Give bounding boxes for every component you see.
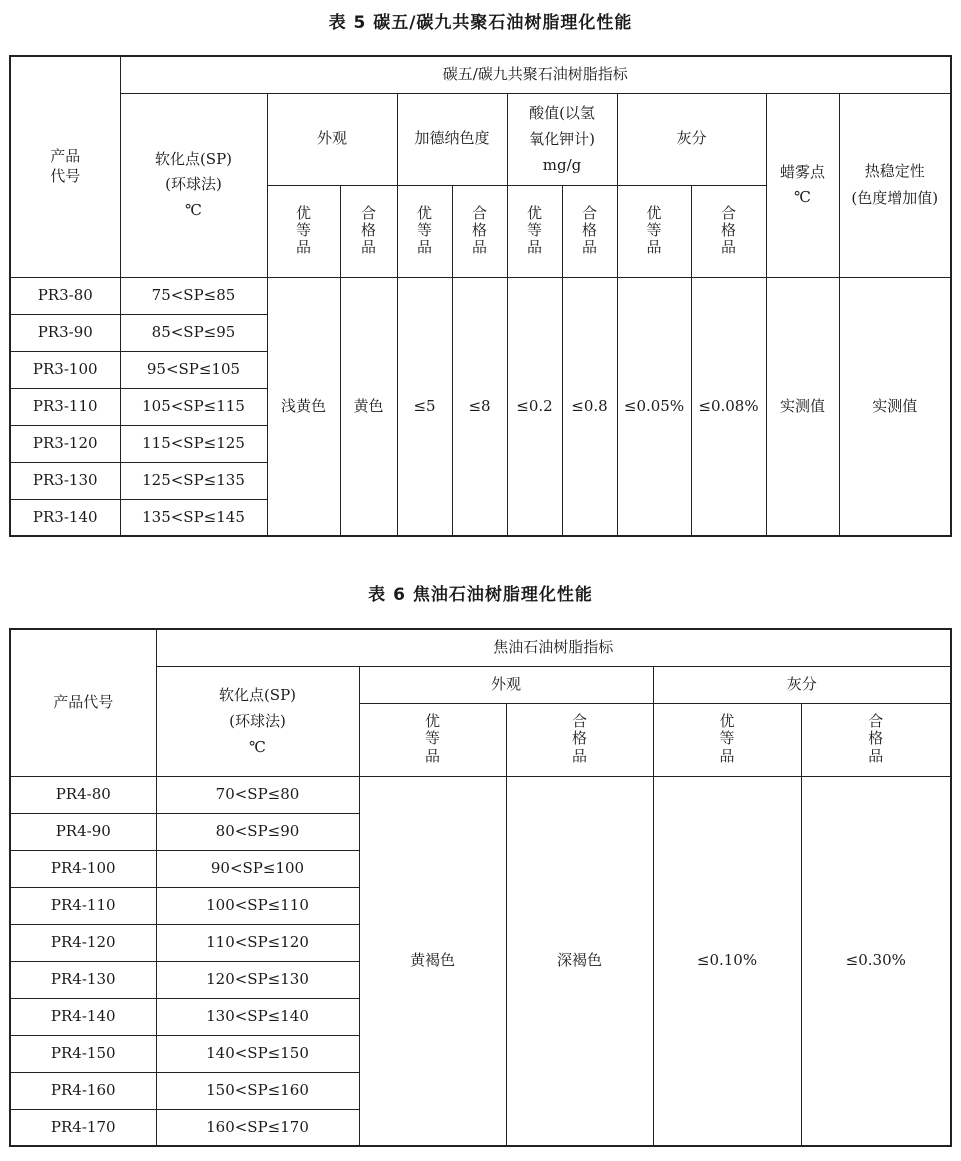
product-code-cell: PR4-140 bbox=[10, 998, 156, 1035]
softening-point-cell: 105<SP≤115 bbox=[120, 388, 267, 425]
softening-point-cell: 125<SP≤135 bbox=[120, 462, 267, 499]
product-code-cell: PR4-100 bbox=[10, 850, 156, 887]
header-superior: 优 等 品 bbox=[653, 703, 801, 776]
header-qualified: 合 格 品 bbox=[506, 703, 653, 776]
table-row bbox=[10, 277, 951, 314]
ash-qualified-cell: ≤0.08% bbox=[691, 277, 766, 536]
appearance-qualified-cell: 黄色 bbox=[340, 277, 397, 536]
header-product-code: 产品 代号 bbox=[10, 56, 120, 277]
header-ash: 灰分 bbox=[653, 666, 951, 703]
product-code-cell: PR3-120 bbox=[10, 425, 120, 462]
acid-superior-cell: ≤0.2 bbox=[507, 277, 562, 536]
header-appearance: 外观 bbox=[267, 93, 397, 185]
gardner-superior-cell: ≤5 bbox=[397, 277, 452, 536]
table-row bbox=[10, 776, 951, 813]
thermal-stability-cell: 实测值 bbox=[839, 277, 951, 536]
header-group: 碳五/碳九共聚石油树脂指标 bbox=[120, 56, 951, 93]
product-code-cell: PR4-150 bbox=[10, 1035, 156, 1072]
softening-point-cell: 75<SP≤85 bbox=[120, 277, 267, 314]
header-group: 焦油石油树脂指标 bbox=[156, 629, 951, 666]
header-thermal-stability: 热稳定性 (色度增加值) bbox=[839, 93, 951, 277]
product-code-cell: PR3-100 bbox=[10, 351, 120, 388]
product-code-cell: PR4-120 bbox=[10, 924, 156, 961]
product-code-cell: PR4-170 bbox=[10, 1109, 156, 1146]
softening-point-cell: 120<SP≤130 bbox=[156, 961, 359, 998]
table6 bbox=[9, 628, 952, 1147]
header-superior: 优 等 品 bbox=[617, 185, 691, 277]
product-code-cell: PR3-110 bbox=[10, 388, 120, 425]
appearance-superior-cell: 黄褐色 bbox=[359, 776, 506, 1146]
product-code-cell: PR3-90 bbox=[10, 314, 120, 351]
softening-point-cell: 150<SP≤160 bbox=[156, 1072, 359, 1109]
wax-cloud-point-cell: 实测值 bbox=[766, 277, 839, 536]
softening-point-cell: 80<SP≤90 bbox=[156, 813, 359, 850]
softening-point-cell: 90<SP≤100 bbox=[156, 850, 359, 887]
header-superior: 优 等 品 bbox=[267, 185, 340, 277]
softening-point-cell: 70<SP≤80 bbox=[156, 776, 359, 813]
softening-point-cell: 85<SP≤95 bbox=[120, 314, 267, 351]
header-appearance: 外观 bbox=[359, 666, 653, 703]
product-code-cell: PR3-140 bbox=[10, 499, 120, 536]
table6-caption: 表 6 焦油石油树脂理化性能 bbox=[368, 585, 593, 605]
softening-point-cell: 140<SP≤150 bbox=[156, 1035, 359, 1072]
softening-point-cell: 160<SP≤170 bbox=[156, 1109, 359, 1146]
header-acid-value: 酸值(以氢 氧化钾计) mg/g bbox=[507, 93, 617, 185]
header-softening-point: 软化点(SP) (环球法) ℃ bbox=[120, 93, 267, 277]
header-softening-point: 软化点(SP) (环球法) ℃ bbox=[156, 666, 359, 776]
header-wax-cloud-point: 蜡雾点 ℃ bbox=[766, 93, 839, 277]
softening-point-cell: 115<SP≤125 bbox=[120, 425, 267, 462]
product-code-cell: PR4-80 bbox=[10, 776, 156, 813]
softening-point-cell: 95<SP≤105 bbox=[120, 351, 267, 388]
acid-qualified-cell: ≤0.8 bbox=[562, 277, 617, 536]
header-gardner-color: 加德纳色度 bbox=[397, 93, 507, 185]
appearance-superior-cell: 浅黄色 bbox=[267, 277, 340, 536]
header-superior: 优 等 品 bbox=[359, 703, 506, 776]
ash-superior-cell: ≤0.05% bbox=[617, 277, 691, 536]
softening-point-cell: 100<SP≤110 bbox=[156, 887, 359, 924]
ash-superior-cell: ≤0.10% bbox=[653, 776, 801, 1146]
product-code-cell: PR4-130 bbox=[10, 961, 156, 998]
product-code-cell: PR4-90 bbox=[10, 813, 156, 850]
header-superior: 优 等 品 bbox=[507, 185, 562, 277]
header-ash: 灰分 bbox=[617, 93, 766, 185]
gardner-qualified-cell: ≤8 bbox=[452, 277, 507, 536]
product-code-cell: PR3-130 bbox=[10, 462, 120, 499]
softening-point-cell: 110<SP≤120 bbox=[156, 924, 359, 961]
header-qualified: 合 格 品 bbox=[562, 185, 617, 277]
product-code-cell: PR4-110 bbox=[10, 887, 156, 924]
softening-point-cell: 135<SP≤145 bbox=[120, 499, 267, 536]
product-code-cell: PR4-160 bbox=[10, 1072, 156, 1109]
header-qualified: 合 格 品 bbox=[452, 185, 507, 277]
softening-point-cell: 130<SP≤140 bbox=[156, 998, 359, 1035]
header-qualified: 合 格 品 bbox=[340, 185, 397, 277]
header-product-code: 产品代号 bbox=[10, 629, 156, 776]
header-superior: 优 等 品 bbox=[397, 185, 452, 277]
table5 bbox=[9, 55, 952, 537]
product-code-cell: PR3-80 bbox=[10, 277, 120, 314]
table5-caption: 表 5 碳五/碳九共聚石油树脂理化性能 bbox=[328, 13, 633, 33]
appearance-qualified-cell: 深褐色 bbox=[506, 776, 653, 1146]
ash-qualified-cell: ≤0.30% bbox=[801, 776, 951, 1146]
header-qualified: 合 格 品 bbox=[801, 703, 951, 776]
header-qualified: 合 格 品 bbox=[691, 185, 766, 277]
